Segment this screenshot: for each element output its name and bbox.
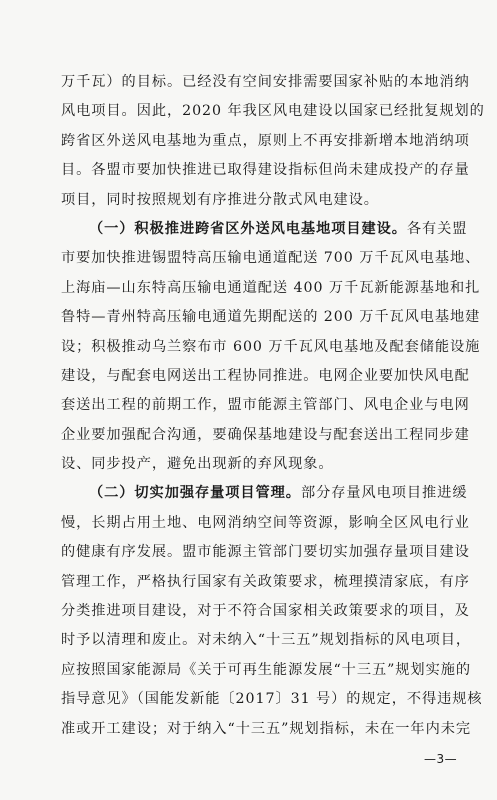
text-line: 跨省区外送风电基地为重点，原则上不再安排新增本地消纳项 xyxy=(61,132,470,149)
text-line: 慢，长期占用土地、电网消纳空间等资源，影响全区风电行业 xyxy=(61,514,470,531)
text-line: 企业要加强配合沟通，要确保基地建设与配套送出工程同步建 xyxy=(61,426,470,443)
section-heading: （二）切实加强存量项目管理。 xyxy=(89,485,301,502)
text-line: 鲁特—青州特高压输电通道先期配送的 200 万千瓦风电基地建 xyxy=(61,309,481,326)
paragraph-section-1 xyxy=(61,215,481,480)
text-line: 建设，与配套电网送出工程协同推进。电网企业要加快风电配 xyxy=(61,367,470,384)
text-line: 指导意见》（国能发新能〔2017〕31 号）的规定，不得违规核 xyxy=(61,691,483,708)
text-line: 市要加快推进锡盟特高压输电通道配送 700 万千瓦风电基地、 xyxy=(61,250,481,267)
text-line: 上海庙—山东特高压输电通道配送 400 万千瓦新能源基地和扎 xyxy=(61,279,481,296)
text-line: 应按照国家能源局《关于可再生能源发展“十三五”规划实施的 xyxy=(61,661,471,678)
text-line: 设、同步投产，避免出现新的弃风现象。 xyxy=(61,456,334,473)
text-line: 项目，同时按照规划有序推进分散式风电建设。 xyxy=(61,191,379,208)
text-line: 的健康有序发展。盟市能源主管部门要切实加强存量项目建设 xyxy=(61,544,470,561)
text-run: 各有关盟 xyxy=(406,220,468,237)
text-line: 设；积极推动乌兰察布市 600 万千瓦风电基地及配套储能设施 xyxy=(61,338,481,355)
section-first-line xyxy=(61,215,468,244)
text-run: 部分存量风电项目推进缓 xyxy=(300,485,468,502)
section-first-line xyxy=(61,479,468,508)
text-line: 时予以清理和废止。对未纳入“十三五”规划指标的风电项目， xyxy=(61,632,471,649)
text-line: 万千瓦）的目标。已经没有空间安排需要国家补贴的本地消纳 xyxy=(61,74,470,90)
text-line: 套送出工程的前期工作，盟市能源主管部门、风电企业与电网 xyxy=(61,397,470,414)
text-line: 分类推进项目建设，对于不符合国家相关政策要求的项目，及 xyxy=(61,603,470,620)
text-line: 风电项目。因此，2020 年我区风电建设以国家已经批复规划的 xyxy=(61,103,485,120)
text-line: 准或开工建设；对于纳入“十三五”规划指标，未在一年内未完 xyxy=(61,720,471,737)
page-number: —3— xyxy=(424,752,458,766)
paragraph-section-2 xyxy=(61,479,483,744)
text-line: 管理工作，严格执行国家有关政策要求，梳理摸清家底，有序 xyxy=(61,573,470,590)
paragraph-intro xyxy=(61,68,485,215)
section-heading: （一）积极推进跨省区外送风电基地项目建设。 xyxy=(89,220,407,237)
text-line: 目。各盟市要加快推进已取得建设指标但尚未建成投产的存量 xyxy=(61,162,470,179)
document-body xyxy=(61,68,485,744)
